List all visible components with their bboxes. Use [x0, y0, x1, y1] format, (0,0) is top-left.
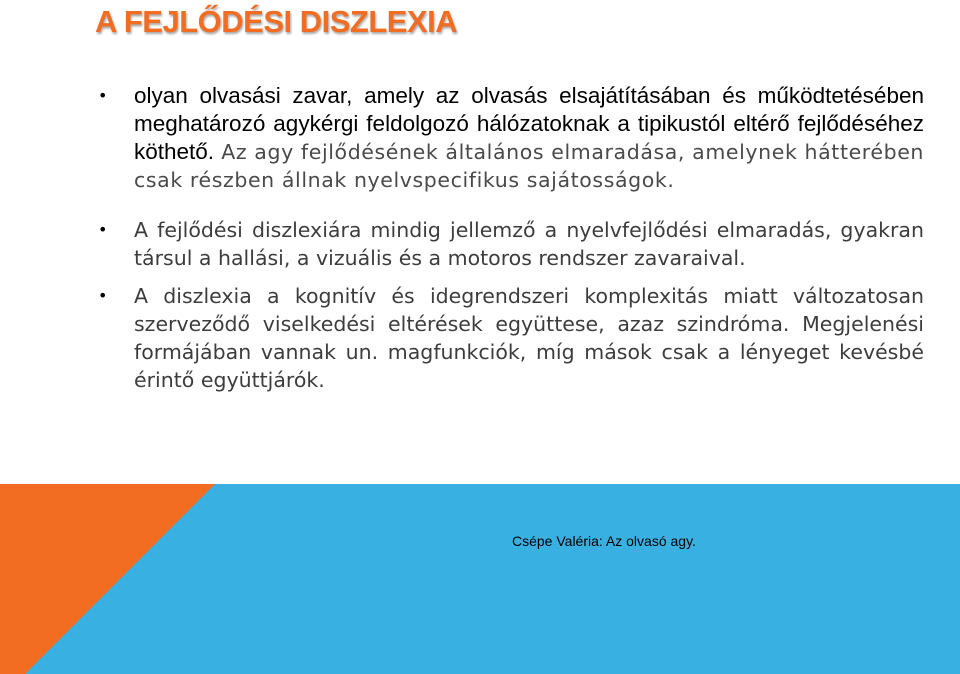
- definition-detail-text: Az agy fejlődésének általános elmaradása, amelynek hátterében csak részben állnak nyelvspecifikus sajátosságok.: [134, 140, 924, 192]
- citation-credit: Csépe Valéria: Az olvasó agy.: [512, 533, 696, 549]
- bullet-item-syndrome: [98, 282, 924, 394]
- bullet-item-language-delay: [98, 216, 924, 272]
- footer-decoration: [0, 484, 960, 674]
- bullet-dot-icon: •: [98, 286, 108, 305]
- bullet-text: A diszlexia a kognitív és idegrendszeri komplexitás miatt változatosan szerveződő viselkedési eltérések együttese, azaz szindróma. Megjelenési formájában vannak un. magfunkciók, míg mások csak a lényeget kevésbé érintő együttjárók.: [134, 284, 924, 392]
- definition-emphasis-text: olyan olvasási zavar, amely az olvasás elsajátításában és működtetésében meghatározó agykérgi feldolgozó hálózatoknak a tipikustól eltérő fejlődéséhez köthető.: [134, 83, 924, 164]
- bullet-dot-icon: •: [98, 220, 108, 239]
- slide-title: A FEJLŐDÉSI DISZLEXIA: [95, 4, 458, 39]
- bullet-list: [98, 82, 924, 394]
- bullet-item-definition: [98, 82, 924, 194]
- bullet-text: A fejlődési diszlexiára mindig jellemző a nyelvfejlődési elmaradás, gyakran társul a hallási, a vizuális és a motoros rendszer zavaraival.: [134, 218, 924, 270]
- bullet-dot-icon: •: [98, 86, 108, 105]
